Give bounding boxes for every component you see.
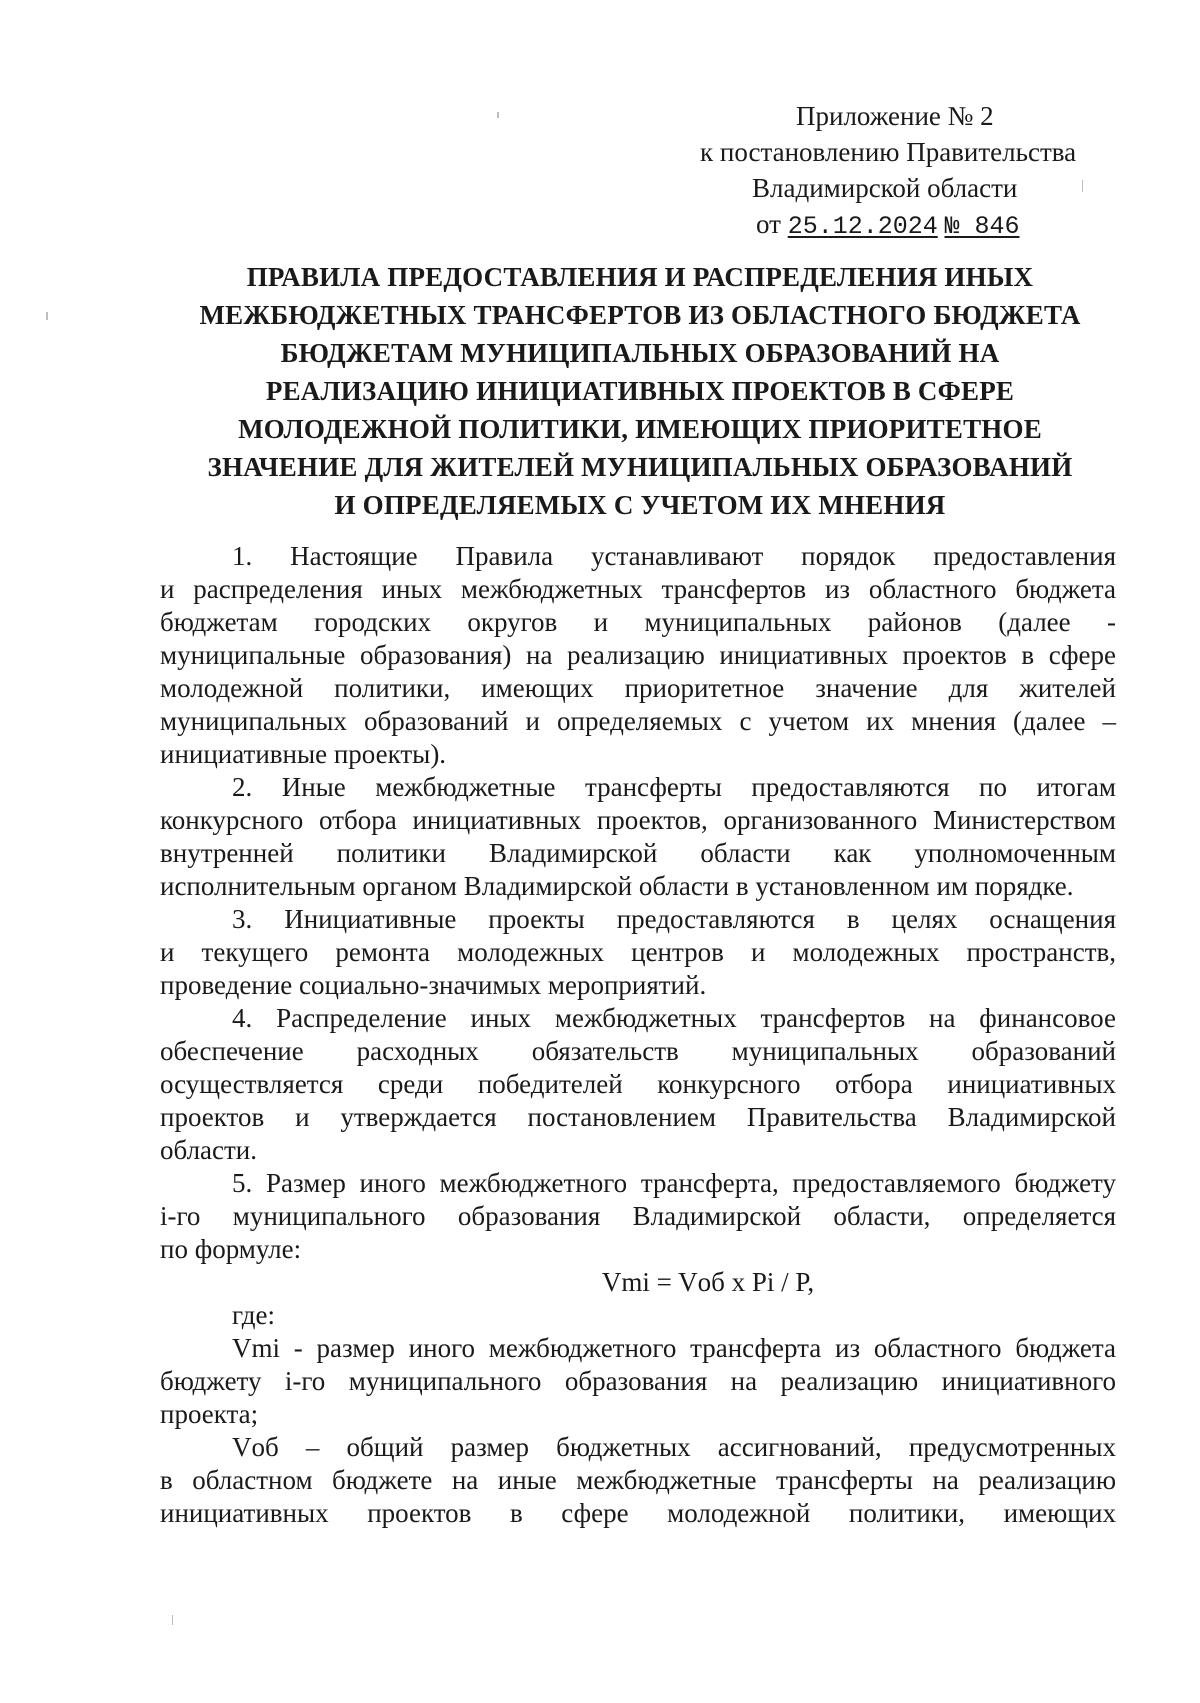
scan-speck xyxy=(172,1615,173,1625)
decree-date: 25.12.2024 xyxy=(787,212,938,241)
scan-speck xyxy=(497,112,499,118)
title-line: ЗНАЧЕНИЕ ДЛЯ ЖИТЕЛЕЙ МУНИЦИПАЛЬНЫХ ОБРАЗОВАНИЙ xyxy=(207,452,1073,482)
appendix-region: Владимирской области xyxy=(752,173,1018,203)
paragraph-line: инициативных проектов в сфере молодежной политики, имеющих xyxy=(160,1498,1116,1528)
scan-speck xyxy=(1082,180,1083,192)
paragraph-line: обеспечение расходных обязательств муниципальных образований xyxy=(160,1036,1116,1066)
paragraph-line: Vоб – общий размер бюджетных ассигнований, предусмотренных xyxy=(232,1432,1116,1462)
title-line: И ОПРЕДЕЛЯЕМЫХ С УЧЕТОМ ИХ МНЕНИЯ xyxy=(334,490,946,520)
paragraph-line: муниципальных образований и определяемых с учетом их мнения (далее – xyxy=(160,706,1116,736)
paragraph-line: в областном бюджете на иные межбюджетные трансферты на реализацию xyxy=(160,1465,1116,1495)
paragraph-line: исполнительным органом Владимирской области в установленном им порядке. xyxy=(160,871,1074,901)
paragraph-line: проекта; xyxy=(160,1399,259,1429)
title-line: ПРАВИЛА ПРЕДОСТАВЛЕНИЯ И РАСПРЕДЕЛЕНИЯ ИНЫХ xyxy=(246,262,1034,292)
paragraph-line: 3. Инициативные проекты предоставляются в целях оснащения xyxy=(232,904,1116,934)
paragraph-line: 5. Размер иного межбюджетного трансферта, предоставляемого бюджету xyxy=(232,1168,1116,1198)
paragraph-line: конкурсного отбора инициативных проектов, организованного Министерством xyxy=(160,805,1116,835)
appendix-number: Приложение № 2 xyxy=(796,101,994,131)
appendix-date-line xyxy=(660,206,1100,245)
definition-vob xyxy=(160,1431,1116,1530)
formula-where: где: xyxy=(232,1300,275,1330)
paragraph-line: инициативные проекты). xyxy=(160,739,447,769)
paragraph-line: проектов и утверждается постановлением Правительства Владимирской xyxy=(160,1102,1116,1132)
title-line: МОЛОДЕЖНОЙ ПОЛИТИКИ, ИМЕЮЩИХ ПРИОРИТЕТНОЕ xyxy=(238,414,1042,444)
date-prefix: от xyxy=(756,209,781,239)
paragraph-line: бюджетам городских округов и муниципальных районов (далее - xyxy=(160,607,1116,637)
appendix-header xyxy=(660,98,1100,245)
title-line: БЮДЖЕТАМ МУНИЦИПАЛЬНЫХ ОБРАЗОВАНИЙ НА xyxy=(280,338,1000,368)
paragraph-5 xyxy=(160,1167,1116,1266)
paragraph-3 xyxy=(160,903,1116,1002)
formula: Vmi = Vоб х Pi / P, xyxy=(601,1267,815,1297)
title-line: РЕАЛИЗАЦИЮ ИНИЦИАТИВНЫХ ПРОЕКТОВ В СФЕРЕ xyxy=(265,376,1015,406)
document-body xyxy=(160,540,1116,1530)
paragraph-line: 4. Распределение иных межбюджетных трансфертов на финансовое xyxy=(232,1003,1116,1033)
paragraph-line: Vmi - размер иного межбюджетного трансферта из областного бюджета xyxy=(232,1333,1116,1363)
title-line: МЕЖБЮДЖЕТНЫХ ТРАНСФЕРТОВ ИЗ ОБЛАСТНОГО БЮДЖЕТА xyxy=(199,300,1081,330)
paragraph-line: проведение социально-значимых мероприятий. xyxy=(160,970,707,1000)
paragraph-2 xyxy=(160,771,1116,903)
paragraph-line: муниципальные образования) на реализацию инициативных проектов в сфере xyxy=(160,640,1116,670)
document-title xyxy=(160,258,1120,524)
paragraph-line: i-го муниципального образования Владимирской области, определяется xyxy=(160,1201,1116,1231)
decree-number: № 846 xyxy=(944,212,1020,241)
paragraph-line: осуществляется среди победителей конкурсного отбора инициативных xyxy=(160,1069,1116,1099)
paragraph-line: бюджету i-го муниципального образования на реализацию инициативного xyxy=(160,1366,1116,1396)
appendix-reference: к постановлению Правительства xyxy=(700,137,1077,167)
paragraph-line: по формуле: xyxy=(160,1234,302,1264)
paragraph-line: молодежной политики, имеющих приоритетное значение для жителей xyxy=(160,673,1116,703)
definition-vmi xyxy=(160,1332,1116,1431)
paragraph-1 xyxy=(160,540,1116,771)
paragraph-line: области. xyxy=(160,1135,258,1165)
scan-speck xyxy=(46,312,48,320)
paragraph-4 xyxy=(160,1002,1116,1167)
paragraph-line: 1. Настоящие Правила устанавливают порядок предоставления xyxy=(232,541,1116,571)
paragraph-line: внутренней политики Владимирской области как уполномоченным xyxy=(160,838,1116,868)
paragraph-line: 2. Иные межбюджетные трансферты предоставляются по итогам xyxy=(232,772,1116,802)
paragraph-line: и распределения иных межбюджетных трансфертов из областного бюджета xyxy=(160,574,1116,604)
paragraph-line: и текущего ремонта молодежных центров и молодежных пространств, xyxy=(160,937,1116,967)
